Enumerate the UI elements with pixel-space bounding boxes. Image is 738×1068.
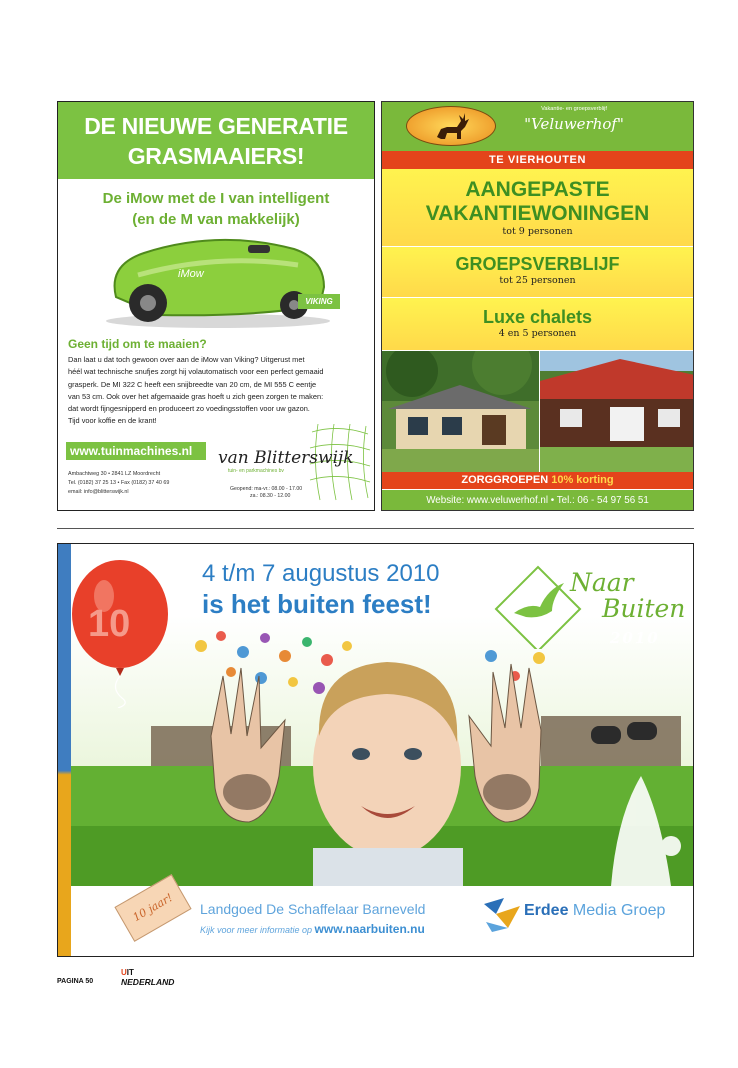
groepsverblijf-photo bbox=[540, 351, 694, 472]
promo-label: ZORGGROEPEN bbox=[461, 474, 552, 486]
mower-body-line: dat wordt fijngesnipperd en produceert zo voedingsstoffen voor uw gazon. bbox=[68, 404, 310, 414]
mower-subline-line-2: (en de M van makkelijk) bbox=[132, 211, 300, 228]
mower-body-text bbox=[68, 354, 368, 428]
offer-capacity: tot 9 personen bbox=[502, 226, 573, 237]
email-line: email: info@blitterswijk.nl bbox=[68, 489, 129, 495]
mower-subline-line-1: De iMow met de I van intelligent bbox=[102, 190, 330, 207]
magazine-logo-nederland: NEDERLAND bbox=[121, 977, 175, 987]
veluwerhof-name: "Veluwerhof" bbox=[524, 115, 624, 133]
naar-buiten-advertisement bbox=[57, 543, 694, 957]
logo-word-naar: Naar bbox=[570, 568, 634, 597]
veluwerhof-advertisement bbox=[381, 101, 694, 511]
section-divider bbox=[57, 528, 694, 529]
offer-title: Luxe chalets bbox=[482, 307, 593, 327]
magazine-logo-u: U bbox=[121, 968, 127, 977]
mower-question: Geen tijd om te maaien? bbox=[68, 337, 207, 351]
offer-capacity: tot 25 personen bbox=[499, 275, 576, 286]
veluwerhof-contact[interactable]: Website: www.veluwerhof.nl • Tel.: 06 - 54 97 56 51 bbox=[382, 490, 693, 511]
mower-label: iMow bbox=[178, 268, 204, 280]
balloon-number: 10 bbox=[88, 603, 131, 645]
anniversary-tag: 10 jaar! bbox=[114, 874, 191, 942]
viking-logo: VIKING bbox=[298, 294, 340, 309]
mower-body-line: Tijd voor koffie en de krant! bbox=[68, 416, 157, 426]
promo-discount: 10% korting bbox=[551, 474, 614, 486]
dealer-logo bbox=[218, 448, 358, 474]
erdee-rest: Media Groep bbox=[568, 902, 666, 919]
mower-body-line: Dan laat u dat toch gewoon over aan de iMow van Viking? Uitgerust met bbox=[68, 355, 305, 364]
phone-line: Tel. (0182) 37 25 13 • Fax (0182) 37 40 69 bbox=[68, 480, 170, 486]
magazine-logo-it: IT bbox=[126, 968, 134, 977]
mower-headline-line-2: GRASMAAIERS! bbox=[127, 143, 305, 169]
deer-logo bbox=[406, 106, 496, 146]
offer-title: VAKANTIEWONINGEN bbox=[425, 202, 650, 225]
mower-body-line: van 53 cm. Ook over het afgemaaide gras hoeft u zich geen zorgen te maken: bbox=[68, 391, 324, 401]
offer-title: AANGEPASTE bbox=[465, 178, 610, 201]
offer-chalets bbox=[382, 298, 693, 351]
mower-subline bbox=[58, 188, 374, 230]
festival-venue: Landgoed De Schaffelaar Barneveld bbox=[200, 901, 426, 917]
page-number: PAGINA 50 bbox=[57, 978, 94, 985]
deer-icon bbox=[407, 107, 495, 145]
erdee-media-groep bbox=[524, 902, 665, 920]
logo-word-buiten: Buiten bbox=[602, 594, 686, 623]
veluwerhof-location: TE VIERHOUTEN bbox=[382, 151, 693, 169]
mower-body-line: héél wat technische snufjes zorgt hij volautomatisch voor een perfect gemaaid bbox=[68, 367, 324, 377]
erdee-bold: Erdee bbox=[524, 902, 569, 919]
mower-advertisement bbox=[57, 101, 375, 511]
promo-banner bbox=[382, 472, 693, 489]
offer-vakantiewoningen bbox=[382, 169, 693, 247]
dealer-tagline: tuin- en parkmachines bv bbox=[228, 468, 284, 474]
more-info-text: Kijk voor meer informatie op bbox=[200, 925, 315, 935]
offer-capacity: 4 en 5 personen bbox=[498, 328, 577, 339]
chalet-photo bbox=[382, 351, 539, 472]
mower-website-link[interactable]: www.tuinmachines.nl bbox=[66, 442, 206, 460]
logo-year: 2010 bbox=[610, 629, 660, 647]
hours-saturday: za.: 08.30 - 12.00 bbox=[250, 493, 291, 499]
festival-title: is het buiten feest! bbox=[202, 589, 432, 619]
mower-body-line: grasperk. De MI 322 C heeft een snijbreedte van 20 cm, de MI 555 C eentje bbox=[68, 379, 317, 389]
dealer-signature: van Blitterswijk bbox=[218, 448, 354, 468]
magazine-logo bbox=[121, 968, 174, 987]
opening-hours bbox=[230, 486, 302, 500]
festival-more-info bbox=[200, 922, 425, 936]
festival-website-link[interactable]: www.naarbuiten.nu bbox=[314, 922, 425, 936]
erdee-logo-icon bbox=[482, 894, 522, 934]
festival-dates: 4 t/m 7 augustus 2010 bbox=[202, 560, 440, 587]
mower-headline-line-1: DE NIEUWE GENERATIE bbox=[84, 113, 348, 139]
magazine-logo-uit bbox=[121, 968, 174, 977]
veluwerhof-kicker: Vakantie- en groepsverblijf bbox=[541, 106, 607, 112]
mower-headline bbox=[58, 102, 374, 179]
balloon-image bbox=[66, 558, 174, 708]
offer-groepsverblijf bbox=[382, 247, 693, 298]
robot-mower-image bbox=[98, 235, 338, 330]
mower-dealer-address bbox=[68, 470, 169, 497]
address-line: Ambachtweg 30 • 2841 LZ Moordrecht bbox=[68, 471, 161, 477]
hours-weekdays: Geopend: ma-vr.: 08.00 - 17.00 bbox=[230, 486, 303, 492]
offer-title: GROEPSVERBLIJF bbox=[455, 254, 620, 274]
veluwerhof-header bbox=[382, 102, 693, 151]
